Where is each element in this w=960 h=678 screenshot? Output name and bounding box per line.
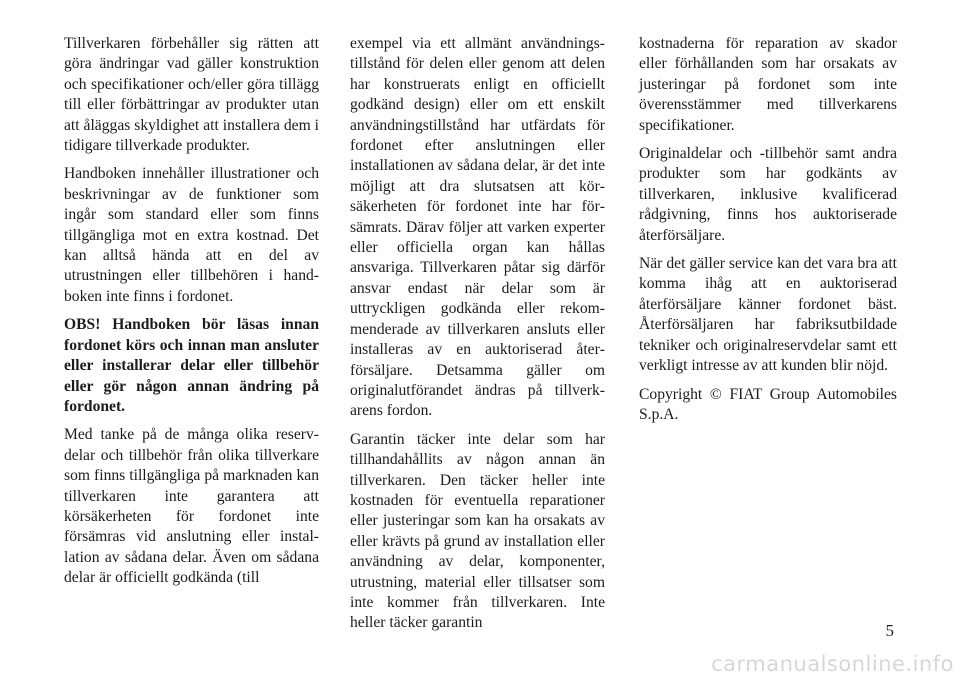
text-column-right — [639, 34, 897, 433]
paragraph-warranty-coverage: Garantin täcker inte delar som har tillhandahållits av någon annan än tillverkaren. Den täcker heller inte kostnaden för eventuella reparationer eller justeringar som kan ha orsakats av eller krävts på grund av installation eller användning av delar, komponenter, utrustning, material eller tillsatser som inte kommer från tillverkaren. Inte heller täcker garantin — [350, 430, 605, 632]
watermark: carmanualsonline.info — [711, 652, 954, 676]
paragraph-original-parts: Originaldelar och -tillbehör samt andra produkter som har godkänts av tillverkaren, inklusive kvalificerad rådgivning, finns hos auktoriserade återförsäljare. — [639, 145, 897, 244]
text-column-middle — [350, 34, 605, 642]
paragraph-manufacturer-rights: Tillverkaren förbehåller sig rätten att göra ändringar vad gäller konstruktion och specifikationer och/eller göra tillägg till eller förbättringar av produkter utan att åläggas skyldighet att installera dem i tidigare tillverkade produkter. — [64, 35, 319, 155]
copyright-notice: Copyright © FIAT Group Automobiles S.p.A. — [639, 385, 897, 423]
paragraph-handbook-illustrations: Handboken innehåller illustrationer och beskrivningar av de funktioner som ingår som standard eller som finns tillgängliga mot en extra kostnad. Det kan alltså hända att en del av utrustningen eller tillbehören i handboken inte finns i fordonet. — [64, 165, 319, 305]
paragraph-spare-parts: Med tanke på de många olika reservdelar och tillbehör från olika tillverkare som finns tillgängliga på marknaden kan tillverkaren inte garantera att körsäkerheten för fordonet inte försämras vid anslutning eller installation av sådana delar. Även om sådana delar är officiellt godkända (till — [64, 426, 319, 587]
notice-read-handbook: OBS! Handboken bör läsas innan fordonet körs och innan man ansluter eller installerar delar eller tillbehör eller gör någon annan ändring på fordonet. — [64, 316, 319, 415]
paragraph-service-dealer: När det gäller service kan det vara bra att komma ihåg att en auktoriserad återförsäljare känner fordonet bäst. Återförsäljaren har fabriksutbildade tekniker och originalreservdelar samt ett verkligt intresse av att kunden blir nöjd. — [639, 255, 897, 375]
paragraph-approval-liability: exempel via ett allmänt användningstillstånd för delen eller genom att delen har konstruerats enligt en officiellt godkänd design) eller om ett enskilt användningstillstånd har utfärdats för fordonet efter anslutningen eller installationen av sådana delar, är det inte möjligt att dra slutsatsen att körsäkerheten för fordonet inte har försämrats. Därav följer att varken experter eller officiella organ kan hållas ansvariga. Tillverkaren påtar sig därför ansvar endast när delar som är uttryckligen godkända eller rekommenderade av tillverkaren ansluts eller installeras av en auktoriserad återförsäljare. Detsamma gäller om originalutförandet ändras på tillverkarens fordon. — [350, 35, 605, 420]
paragraph-repair-costs: kostnaderna för reparation av skador eller förhållanden som har orsakats av justeringar på fordonet som inte överensstämmer med tillverkarens specifikationer. — [639, 35, 897, 134]
text-column-left — [64, 34, 319, 597]
page-number: 5 — [885, 621, 894, 640]
